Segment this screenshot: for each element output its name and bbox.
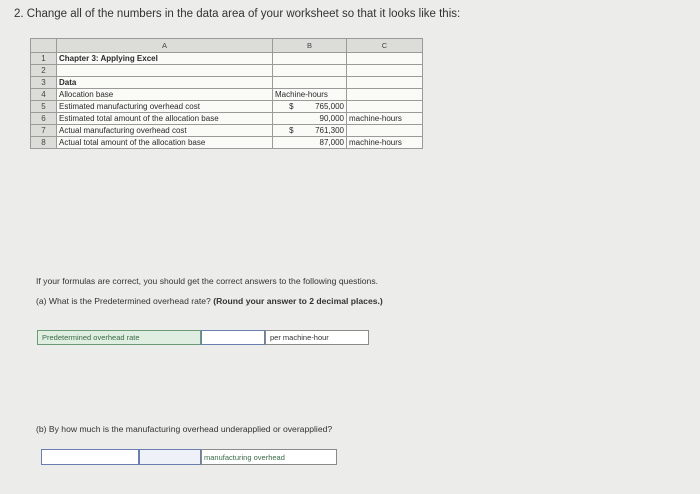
sheet-row — [31, 77, 423, 89]
cell-b — [273, 77, 347, 89]
cell-c: machine-hours — [347, 113, 423, 125]
overhead-status-select[interactable] — [41, 449, 139, 465]
cell-b — [273, 89, 347, 101]
sheet-row — [31, 89, 423, 101]
cell-b — [273, 137, 347, 149]
per-machine-hour-unit: per machine-hour — [265, 330, 369, 345]
row-number: 6 — [31, 113, 57, 125]
column-header-c: C — [347, 39, 423, 53]
currency-symbol: $ — [289, 126, 294, 135]
predetermined-rate-input[interactable] — [201, 330, 265, 345]
row-number: 1 — [31, 53, 57, 65]
part-a-instruction: (Round your answer to 2 decimal places.) — [213, 296, 383, 306]
overhead-amount-input[interactable] — [139, 449, 201, 465]
row-number: 4 — [31, 89, 57, 101]
cell-c — [347, 89, 423, 101]
row-number: 5 — [31, 101, 57, 113]
cell-a: Data — [57, 77, 273, 89]
sheet-row — [31, 125, 423, 137]
cell-c — [347, 125, 423, 137]
cell-c — [347, 53, 423, 65]
part-a-answer-row — [37, 330, 369, 345]
column-header-a: A — [57, 39, 273, 53]
cell-b — [273, 53, 347, 65]
sheet-row — [31, 53, 423, 65]
column-header-b: B — [273, 39, 347, 53]
cell-b-value: 765,000 — [315, 102, 344, 111]
cell-a — [57, 65, 273, 77]
part-b-answer-row — [41, 449, 337, 465]
sheet-row — [31, 137, 423, 149]
sheet-row — [31, 65, 423, 77]
manufacturing-overhead-label: manufacturing overhead — [201, 449, 337, 465]
sheet-row — [31, 101, 423, 113]
cell-c — [347, 65, 423, 77]
row-number: 7 — [31, 125, 57, 137]
part-b-question: (b) By how much is the manufacturing overhead underapplied or overapplied? — [36, 424, 333, 434]
worksheet-table — [30, 38, 423, 149]
corner-cell — [31, 39, 57, 53]
row-number: 8 — [31, 137, 57, 149]
part-a-question-text: (a) What is the Predetermined overhead rate? — [36, 296, 211, 306]
cell-c — [347, 77, 423, 89]
cell-a: Actual total amount of the allocation base — [57, 137, 273, 149]
intro-text: If your formulas are correct, you should get the correct answers to the following questions. — [36, 276, 379, 286]
cell-c — [347, 101, 423, 113]
cell-b-value: Machine-hours — [275, 90, 328, 99]
cell-b — [273, 113, 347, 125]
sheet-row — [31, 113, 423, 125]
cell-b — [273, 125, 347, 137]
cell-b — [273, 65, 347, 77]
cell-b-value: 761,300 — [315, 126, 344, 135]
row-number: 3 — [31, 77, 57, 89]
cell-a: Estimated total amount of the allocation base — [57, 113, 273, 125]
column-header-row — [31, 39, 423, 53]
row-number: 2 — [31, 65, 57, 77]
cell-c: machine-hours — [347, 137, 423, 149]
cell-a: Estimated manufacturing overhead cost — [57, 101, 273, 113]
currency-symbol: $ — [289, 102, 294, 111]
cell-b-value: 87,000 — [319, 138, 344, 147]
question-title: 2. Change all of the numbers in the data area of your worksheet so that it looks like this: — [14, 8, 461, 20]
worksheet-body — [31, 53, 423, 149]
cell-a: Chapter 3: Applying Excel — [57, 53, 273, 65]
predetermined-rate-label: Predetermined overhead rate — [37, 330, 201, 345]
part-a-question — [36, 296, 383, 306]
cell-a: Allocation base — [57, 89, 273, 101]
cell-b — [273, 101, 347, 113]
cell-a: Actual manufacturing overhead cost — [57, 125, 273, 137]
cell-b-value: 90,000 — [319, 114, 344, 123]
